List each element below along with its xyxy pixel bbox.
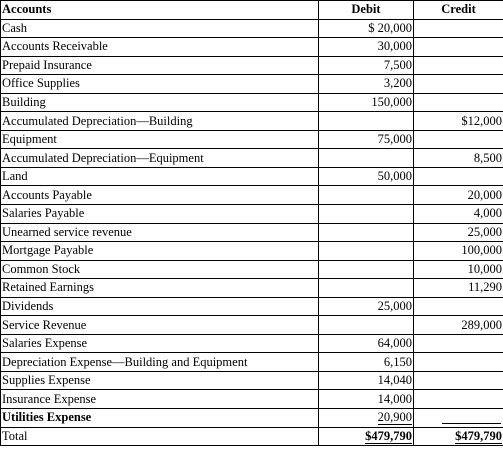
table-row: [1, 334, 503, 353]
credit-amount: [414, 353, 503, 372]
account-name: Depreciation Expense—Building and Equipment: [1, 353, 319, 372]
debit-amount: 14,040: [319, 371, 414, 390]
debit-amount: $ 20,000: [319, 19, 414, 38]
table-body: [1, 19, 503, 446]
debit-amount: [319, 316, 414, 335]
account-name: Land: [1, 167, 319, 186]
credit-amount: 289,000: [414, 316, 503, 335]
debit-amount: 30,000: [319, 38, 414, 57]
debit-header: Debit: [319, 1, 414, 20]
table-row: [1, 19, 503, 38]
credit-amount: [414, 56, 503, 75]
account-name: Accumulated Depreciation—Equipment: [1, 149, 319, 168]
credit-amount: [414, 38, 503, 57]
account-name: Accumulated Depreciation—Building: [1, 112, 319, 131]
total-debit: $479,790: [319, 427, 414, 446]
account-name: Salaries Expense: [1, 334, 319, 353]
debit-amount: 25,000: [319, 297, 414, 316]
credit-amount: 25,000: [414, 223, 503, 242]
debit-amount: 3,200: [319, 75, 414, 94]
account-name: Office Supplies: [1, 75, 319, 94]
table-row: [1, 223, 503, 242]
debit-amount: 50,000: [319, 167, 414, 186]
credit-amount: 20,000: [414, 186, 503, 205]
debit-amount: [319, 186, 414, 205]
credit-amount: $12,000: [414, 112, 503, 131]
credit-amount: [414, 334, 503, 353]
table-row: [1, 316, 503, 335]
account-name: Dividends: [1, 297, 319, 316]
table-row: [1, 149, 503, 168]
debit-amount: [319, 112, 414, 131]
account-name: Prepaid Insurance: [1, 56, 319, 75]
total-label: Total: [1, 427, 319, 446]
debit-amount: 75,000: [319, 130, 414, 149]
header-row: [1, 1, 503, 20]
credit-amount: 8,500: [414, 149, 503, 168]
table-row: [1, 75, 503, 94]
debit-amount: [319, 205, 414, 224]
account-name: Common Stock: [1, 260, 319, 279]
total-credit: $479,790: [414, 427, 503, 446]
credit-amount: 4,000: [414, 205, 503, 224]
credit-amount: [414, 371, 503, 390]
table-row: [1, 371, 503, 390]
account-name: Building: [1, 93, 319, 112]
account-name: Retained Earnings: [1, 279, 319, 298]
account-name: Insurance Expense: [1, 390, 319, 409]
credit-amount: [414, 130, 503, 149]
account-name: Salaries Payable: [1, 205, 319, 224]
account-name: Service Revenue: [1, 316, 319, 335]
debit-amount: [319, 279, 414, 298]
table-row: [1, 56, 503, 75]
account-name: Cash: [1, 19, 319, 38]
table-row: [1, 409, 503, 428]
debit-amount: [319, 149, 414, 168]
account-name: Mortgage Payable: [1, 242, 319, 261]
table-row: [1, 167, 503, 186]
table-row: [1, 260, 503, 279]
debit-amount: 64,000: [319, 334, 414, 353]
debit-amount: 14,000: [319, 390, 414, 409]
table-row: [1, 130, 503, 149]
debit-amount: [319, 260, 414, 279]
account-name: Unearned service revenue: [1, 223, 319, 242]
debit-amount: 7,500: [319, 56, 414, 75]
account-name: Supplies Expense: [1, 371, 319, 390]
credit-amount: 11,290: [414, 279, 503, 298]
credit-amount: 100,000: [414, 242, 503, 261]
credit-amount: [414, 75, 503, 94]
table-row: [1, 353, 503, 372]
table-row: [1, 112, 503, 131]
debit-amount: [319, 223, 414, 242]
credit-amount: [414, 390, 503, 409]
account-name: Accounts Receivable: [1, 38, 319, 57]
table-row: [1, 297, 503, 316]
credit-amount: [414, 297, 503, 316]
total-row: [1, 427, 503, 446]
accounts-header: Accounts: [1, 1, 319, 20]
table-row: [1, 242, 503, 261]
account-name: Accounts Payable: [1, 186, 319, 205]
table-row: [1, 205, 503, 224]
debit-amount: 20,900: [319, 409, 414, 428]
table-row: [1, 186, 503, 205]
debit-amount: 6,150: [319, 353, 414, 372]
credit-amount: [414, 93, 503, 112]
debit-amount: [319, 242, 414, 261]
credit-amount: [414, 19, 503, 38]
table-row: [1, 390, 503, 409]
credit-amount: [414, 409, 503, 428]
table-row: [1, 279, 503, 298]
table-row: [1, 93, 503, 112]
table-row: [1, 38, 503, 57]
account-name: Equipment: [1, 130, 319, 149]
debit-amount: 150,000: [319, 93, 414, 112]
credit-header: Credit: [414, 1, 503, 20]
account-name: Utilities Expense: [1, 409, 319, 428]
credit-amount: 10,000: [414, 260, 503, 279]
credit-amount: [414, 167, 503, 186]
